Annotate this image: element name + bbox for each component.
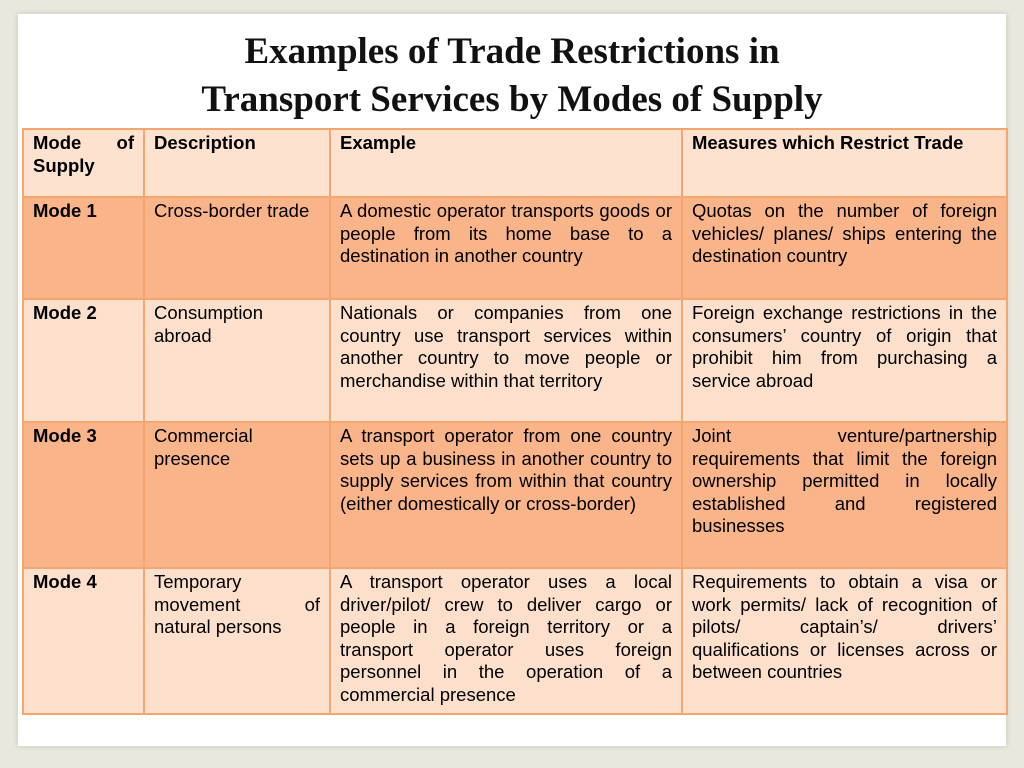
example-cell: A domestic operator transports goods or people from its home base to a destination in another country	[330, 197, 682, 299]
measures-cell: Requirements to obtain a visa or work permits/ lack of recognition of pilots/ captain’s/ drivers’ qualifications or licenses across or between countries	[682, 568, 1007, 714]
measures-cell: Foreign exchange restrictions in the consumers’ country of origin that prohibit him from purchasing a service abroad	[682, 299, 1007, 422]
mode-cell: Mode 3	[23, 422, 144, 568]
description-cell: Consumption abroad	[144, 299, 330, 422]
description-cell: Cross-border trade	[144, 197, 330, 299]
mode-cell: Mode 1	[23, 197, 144, 299]
mode-cell: Mode 4	[23, 568, 144, 714]
header-measures: Measures which Restrict Trade	[682, 129, 1007, 197]
slide-title	[0, 28, 1024, 124]
example-cell: A transport operator uses a local driver/pilot/ crew to deliver cargo or people in a foreign territory or a transport operator uses foreign personnel in the operation of a commercial presence	[330, 568, 682, 714]
description-cell: Commercial presence	[144, 422, 330, 568]
table-row	[23, 568, 1007, 714]
mode-cell: Mode 2	[23, 299, 144, 422]
header-description: Description	[144, 129, 330, 197]
measures-cell: Joint venture/partnership requirements that limit the foreign ownership permitted in locally established and registered businesses	[682, 422, 1007, 568]
title-line-1: Examples of Trade Restrictions in	[244, 31, 780, 72]
table-row	[23, 422, 1007, 568]
title-line-2: Transport Services by Modes of Supply	[201, 79, 823, 120]
trade-restrictions-table	[22, 128, 1008, 715]
table-row	[23, 197, 1007, 299]
example-cell: Nationals or companies from one country use transport services within another country to move people or merchandise within that territory	[330, 299, 682, 422]
header-example: Example	[330, 129, 682, 197]
example-cell: A transport operator from one country sets up a business in another country to supply services from within that country (either domestically or cross-border)	[330, 422, 682, 568]
table-header-row	[23, 129, 1007, 197]
table-row	[23, 299, 1007, 422]
header-mode-of-supply: Mode of Supply	[23, 129, 144, 197]
description-cell: Temporary movement of natural persons	[144, 568, 330, 714]
measures-cell: Quotas on the number of foreign vehicles/ planes/ ships entering the destination country	[682, 197, 1007, 299]
